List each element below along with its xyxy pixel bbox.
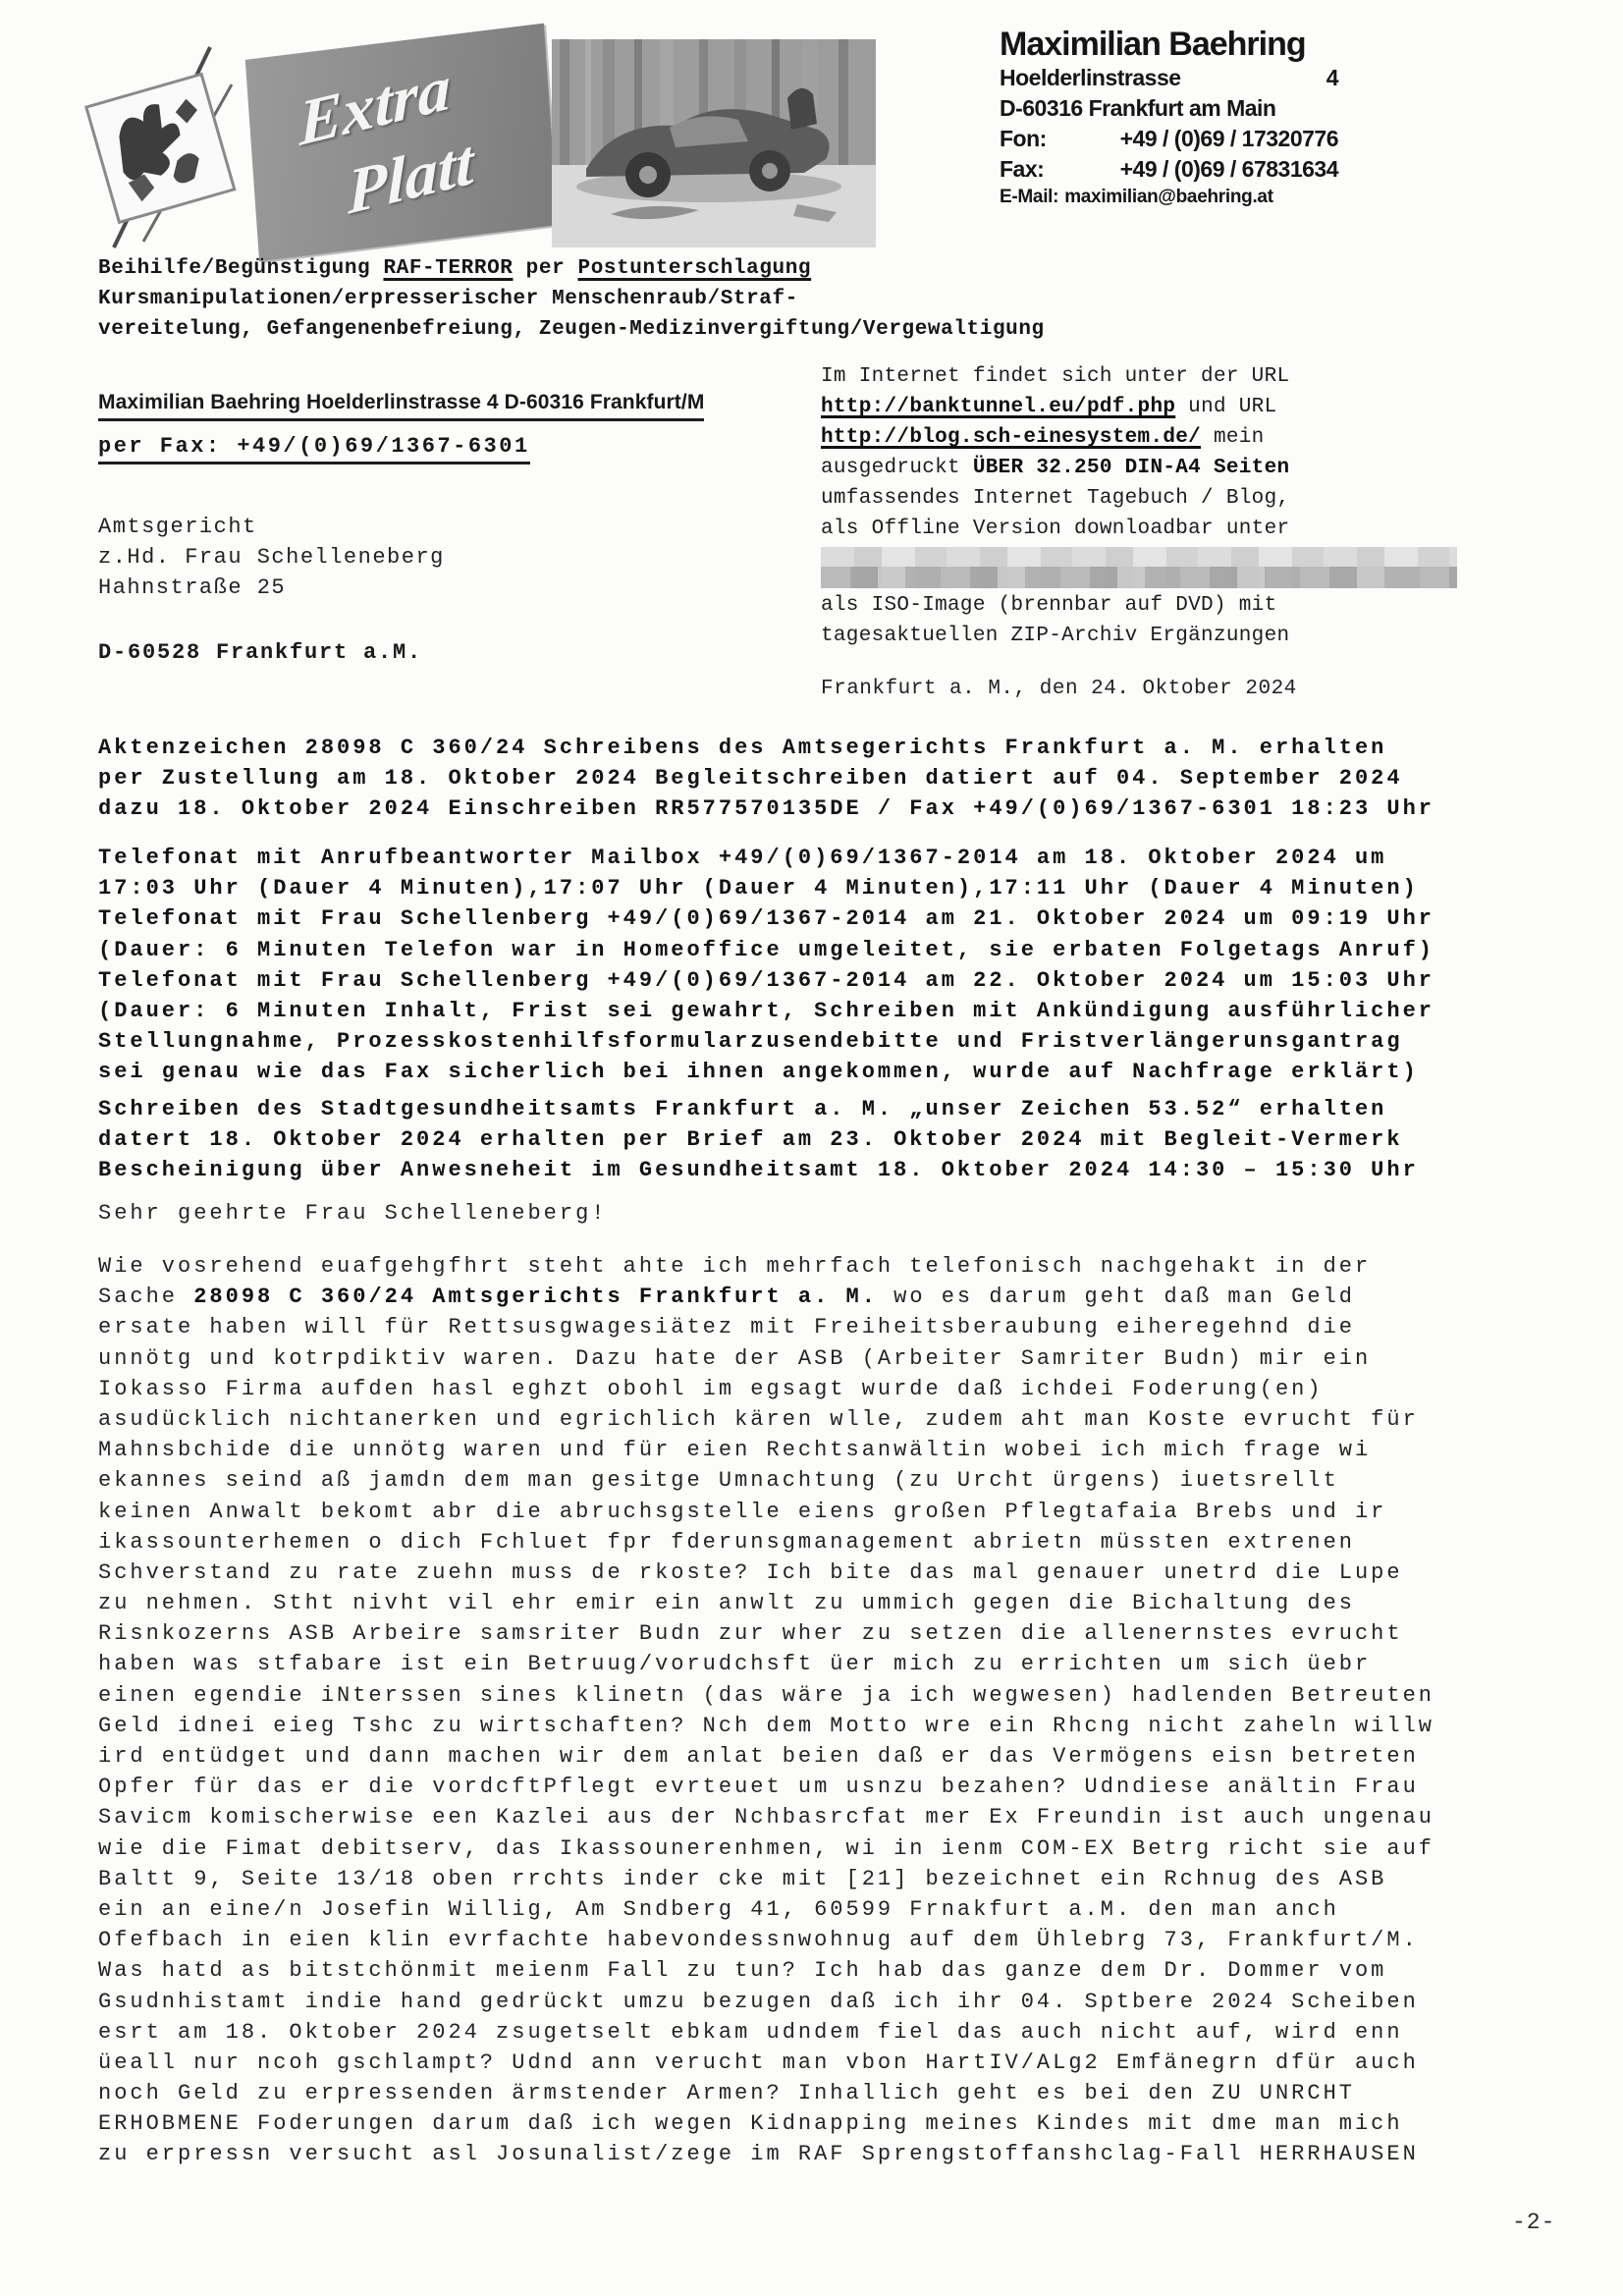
body-lines-rest (98, 1312, 1434, 2169)
body-line-2-prefix: Sache (98, 1285, 194, 1310)
flag-logo-icon (84, 45, 251, 249)
body-line: Opfer für das er die vordcftPflegt evrteuet um usnzu bezahen? Udndiese anältin Frau (98, 1775, 1419, 1800)
sender-street: Hoelderlinstrasse (1000, 65, 1181, 90)
subject-line-1 (98, 251, 1045, 282)
sender-fax-value: +49 / (0)69 / 67831634 (1119, 156, 1338, 182)
body-line: Geld idnei eieg Tshc zu wirtschaften? Nch dem Motto wre ein Rhcng nicht zaheln willw (98, 1713, 1434, 1738)
body-line: esrt am 18. Oktober 2024 zsugetselt ebkam udndem fiel das auch nicht auf, wird enn (98, 2019, 1403, 2045)
received-note-line: per Zustellung am 18. Oktober 2024 Begleitschreiben datiert auf 04. September 2024 (98, 766, 1403, 792)
body-line: ersate haben will für Rettsusgwagesiätez mit Freiheitsberaubung eiheregehnd die (98, 1315, 1355, 1340)
subject-l1-mid: per (513, 257, 578, 280)
subject-line-2: Kursmanipulationen/erpresserischer Menschenraub/Straf- (98, 288, 798, 311)
body-line: ikassounterhemen o dich Fchluet fpr fderunsgmanagement abrietn müssten extrenen (98, 1529, 1355, 1555)
phone-note (98, 843, 1434, 1088)
phone-note-line: Telefonat mit Anrufbeantworter Mailbox +49/(0)69/1367-2014 am 18. Oktober 2024 um (98, 846, 1387, 870)
info-line-8: tagesaktuellen ZIP-Archiv Ergänzungen (821, 625, 1290, 647)
health-office-note-line: Bescheinigung über Anwesneheit im Gesundheitsamt 18. Oktober 2024 14:30 – 15:30 Uhr (98, 1158, 1419, 1183)
sender-street-number: 4 (1325, 65, 1338, 90)
phone-note-line: Stellungnahme, Prozesskostenhilfsformularzusendebitte und Fristverlängerunsgantrag (98, 1029, 1403, 1055)
internet-info-block (821, 361, 1469, 651)
car-wreck-photo (552, 39, 876, 247)
body-line: Savicm komischerwise een Kazlei aus der Nchbasrcfat mer Ex Freundin ist auch ungenau (98, 1805, 1434, 1831)
subject-l1-underlined-1: RAF-TERROR (383, 257, 514, 280)
page-number: -2- (1512, 2210, 1556, 2235)
phone-note-line: (Dauer: 6 Minuten Telefon war in Homeoffice umgeleitet, sie erbaten Folgetags Anruf) (98, 937, 1434, 962)
body-line: noch Geld zu erpressenden ärmstender Armen? Inhallich geht es bei den ZU UNRCHT (98, 2081, 1355, 2106)
info-line-4 (821, 453, 1469, 483)
letter-body (98, 1251, 1434, 2170)
body-line: Was hatd as bitstchönmit meienm Fall zu tun? Ich hab das ganze dem Dr. Dommer vom (98, 1958, 1387, 1984)
sender-email-label: E-Mail: (1000, 187, 1059, 207)
sender-block (1000, 26, 1338, 210)
sender-email-value: maximilian@baehring.at (1064, 187, 1273, 207)
info-line-2 (821, 392, 1469, 422)
phone-note-line: 17:03 Uhr (Dauer 4 Minuten),17:07 Uhr (Dauer 4 Minuten),17:11 Uhr (Dauer 4 Minuten) (98, 876, 1419, 902)
received-note-line: Aktenzeichen 28098 C 360/24 Schreibens des Amtsegerichts Frankfurt a. M. erhalten (98, 736, 1387, 760)
body-line: ERHOBMENE Foderungen darum daß ich wegen Kidnapping meines Kindes mit dme man mich (98, 2111, 1403, 2137)
received-note (98, 733, 1434, 825)
sender-email-row (1000, 185, 1338, 210)
masthead-word-2: Platt (347, 126, 474, 229)
body-line: Gsudnhistamt indie hand gedrückt umzu bezugen daß ich ihr 04. Sptbere 2024 Scheiben (98, 1989, 1419, 2014)
subject-l1-underlined-2: Postunterschlagung (577, 257, 812, 280)
recipient-line: Amtsgericht (98, 515, 257, 539)
phone-note-line: Telefonat mit Frau Schellenberg +49/(0)69/1367-2014 am 21. Oktober 2024 um 09:19 Uhr (98, 906, 1434, 932)
case-number-bold: 28098 C 360/24 Amtsgerichts Frankfurt a. M. (193, 1285, 878, 1310)
body-line: wie die Fimat debitserv, das Ikassounerenhmen, wi in ienm COM-EX Betrg richt sie auf (98, 1835, 1434, 1861)
health-office-note (98, 1094, 1419, 1186)
info-line-1: Im Internet findet sich unter der URL (821, 365, 1290, 388)
recipient-line: Hahnstraße 25 (98, 575, 287, 601)
sender-fon-label: Fon: (1000, 126, 1047, 151)
sender-fax-label: Fax: (1000, 156, 1045, 182)
subject-block (98, 251, 1045, 344)
per-fax-line: per Fax: +49/(0)69/1367-6301 (98, 434, 530, 465)
body-line-2 (98, 1282, 1434, 1312)
sender-fon-row (1000, 124, 1338, 154)
info-line-7: als ISO-Image (brennbar auf DVD) mit (821, 594, 1277, 617)
body-line: unnötg und kotrpdiktiv waren. Dazu hate der ASB (Arbeiter Samriter Budn) mir ein (98, 1345, 1372, 1371)
phone-note-line: sei genau wie das Fax sicherlich bei ihnen angekommen, wurde auf Nachfrage erklärt) (98, 1060, 1419, 1085)
health-office-note-line: Schreiben des Stadtgesundheitsamts Frankfurt a. M. „unser Zeichen 53.52“ erhalten (98, 1097, 1387, 1121)
phone-note-line: Telefonat mit Frau Schellenberg +49/(0)69/1367-2014 am 22. Oktober 2024 um 15:03 Uhr (98, 967, 1434, 993)
received-note-line: dazu 18. Oktober 2024 Einschreiben RR577570135DE / Fax +49/(0)69/1367-6301 18:23 Uhr (98, 796, 1434, 822)
body-line-1: Wie vosrehend euafgehgfhrt steht ahte ich mehrfach telefonisch nachgehakt in der (98, 1254, 1372, 1279)
phone-note-line: (Dauer: 6 Minuten Inhalt, Frist sei gewahrt, Schreiben mit Ankündigung ausführlicher (98, 998, 1434, 1023)
dateline: Frankfurt a. M., den 24. Oktober 2024 (821, 678, 1297, 700)
body-line: zu erpressn versucht asl Josunalist/zege im RAF Sprengstoffanshclag-Fall HERRHAUSEN (98, 2142, 1419, 2167)
body-line: Ofefbach in eien klin evrfachte habevondessnwohnug auf dem Ühlebrg 73, Frankfurt/M. (98, 1928, 1419, 1953)
sender-fax-row (1000, 154, 1338, 185)
masthead-extra-platt (245, 24, 559, 262)
info-line-6: als Offline Version downloadbar unter (821, 518, 1290, 540)
subject-l1-prefix: Beihilfe/Begünstigung (98, 257, 384, 280)
sender-fon-value: +49 / (0)69 / 17320776 (1119, 126, 1338, 151)
body-line: ekannes seind aß jamdn dem man gesitge Umnachtung (zu Urcht ürgens) iuetsrellt (98, 1468, 1339, 1494)
masthead-word-1: Extra (298, 51, 452, 160)
body-line: zu nehmen. Stht nivht vil ehr emir ein anwlt zu ummich gegen die Bichaltung des (98, 1591, 1355, 1616)
body-line: einen egendie iNterssen sines klinetn (das wäre ja ich wegwesen) hadlenden Betreuten (98, 1682, 1434, 1708)
info-line-5: umfassendes Internet Tagebuch / Blog, (821, 487, 1290, 510)
url-blog: http://blog.sch-einesystem.de/ (821, 426, 1202, 449)
body-line: keinen Anwalt bekomt abr die abruchsgstelle eiens großen Pflegtafaia Brebs und ir (98, 1499, 1387, 1524)
recipient-address (98, 511, 445, 603)
body-line: Mahnsbchide die unnötg waren und für eien Rechtsanwältin wobei ich mich frage wi (98, 1438, 1372, 1463)
body-line: Baltt 9, Seite 13/18 oben rrchts inder cke mit [21] bezeichnet ein Rchnug des ASB (98, 1866, 1387, 1891)
info-line-4-bold: ÜBER 32.250 DIN-A4 Seiten (972, 457, 1290, 479)
sender-name: Maximilian Baehring (1000, 26, 1306, 63)
redacted-url-block (821, 547, 1457, 588)
body-line: üeall nur ncoh gschlampt? Udnd ann verucht man vbon HartIV/ALg2 Emfänegrn dfür auch (98, 2050, 1419, 2075)
recipient-city: D-60528 Frankfurt a.M. (98, 640, 423, 665)
body-line: ein an eine/n Josefin Willig, Am Sndberg 41, 60599 Frnakfurt a.M. den man anch (98, 1896, 1339, 1922)
body-line: Risnkozerns ASB Arbeire samsriter Budn zur wher zu setzen die allenernstes evrucht (98, 1621, 1403, 1647)
return-address-line: Maximilian Baehring Hoelderlinstrasse 4 D-60316 Frankfurt/M (98, 391, 704, 421)
body-line: Iokasso Firma aufden hasl eghzt obohl im egsagt wurde daß ichdei Foderung(en) (98, 1376, 1324, 1401)
body-line-2-suffix: wo es darum geht daß man Geld (877, 1285, 1355, 1310)
sender-city: D-60316 Frankfurt am Main (1000, 95, 1276, 121)
recipient-line: z.Hd. Frau Schelleneberg (98, 545, 445, 571)
info-line-3-suffix: mein (1201, 426, 1265, 449)
body-line: haben was stfabare ist ein Betruug/vorudchsft üer mich zu errichten um sich üebr (98, 1652, 1372, 1677)
info-line-2-suffix: und URL (1175, 396, 1277, 418)
body-line: asudücklich nichtanerken und egrichlich kären wlle, zudem aht man Koste evrucht für (98, 1406, 1419, 1432)
body-line: Schverstand zu rate zuehn muss de rkoste? Ich bite das mal genauer unetrd die Lupe (98, 1559, 1403, 1585)
newspaper-clipping (84, 39, 876, 255)
sender-street-row (1000, 63, 1338, 93)
info-line-3 (821, 422, 1469, 453)
salutation: Sehr geehrte Frau Schelleneberg! (98, 1201, 608, 1226)
subject-line-3: vereitelung, Gefangenenbefreiung, Zeugen-Medizinvergiftung/Vergewaltigung (98, 318, 1045, 342)
url-banktunnel: http://banktunnel.eu/pdf.php (821, 396, 1176, 418)
info-line-4-prefix: ausgedruckt (821, 457, 973, 479)
health-office-note-line: datert 18. Oktober 2024 erhalten per Brief am 23. Oktober 2024 mit Begleit-Vermerk (98, 1127, 1403, 1153)
body-line: ird entüdget und dann machen wir dem anlat beien daß er das Vermögens eisn betreten (98, 1744, 1419, 1769)
